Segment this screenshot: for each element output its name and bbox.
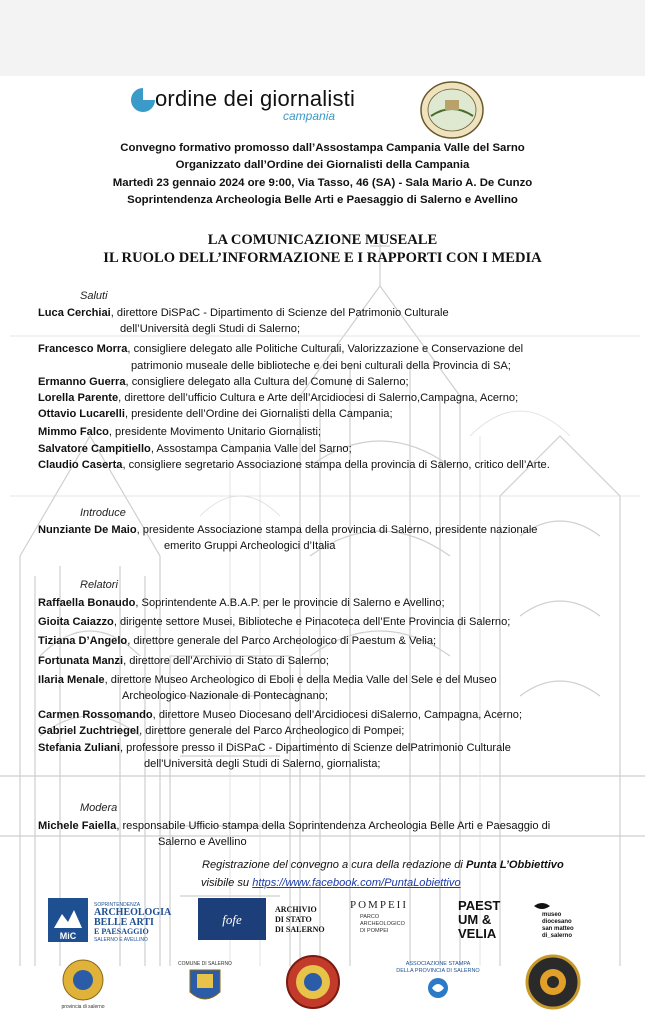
speaker-entry <box>38 305 638 321</box>
speaker-role: , presidente Associazione stampa della provincia di Salerno, presidente nazionale <box>136 524 538 536</box>
speaker-role: , presidente Movimento Unitario Giornalisti; <box>108 426 321 439</box>
svg-text:ARCHEOLOGICO: ARCHEOLOGICO <box>360 921 405 927</box>
speaker-name: Ermanno Guerra <box>38 375 126 388</box>
intro-promoter: Convegno formativo promosso dall’Assostampa Campania Valle del Sarno <box>120 142 525 154</box>
speaker-entry <box>38 614 638 630</box>
svg-text:fofe: fofe <box>222 912 242 927</box>
speaker-role: , Soprintendente A.B.A.P. per le provincie di Salerno e Avellino; <box>135 597 445 609</box>
svg-text:DELLA PROVINCIA DI SALERNO: DELLA PROVINCIA DI SALERNO <box>396 968 480 974</box>
speaker-role-continued: dell’Università degli Studi di Salerno; <box>120 323 301 336</box>
speaker-role: , professore presso il DiSPaC - Dipartimento di Scienze delPatrimonio Culturale <box>119 741 511 754</box>
speaker-entry <box>38 818 638 834</box>
provincia-salerno-logo <box>54 958 112 1012</box>
intro-host: Soprintendenza Archeologia Belle Arti e Paesaggio di Salerno e Avellino <box>127 194 518 207</box>
speaker-entry <box>38 424 638 440</box>
svg-text:DI SALERNO: DI SALERNO <box>275 925 325 934</box>
svg-text:ARCHEOLOGIA: ARCHEOLOGIA <box>94 907 172 918</box>
speaker-entry <box>38 707 638 723</box>
intro-date-place: Martedì 23 gennaio 2024 ore 9:00, Via Tasso, 46 (SA) - Sala Mario A. De Cunzo <box>112 176 533 189</box>
dark-round-logo <box>522 954 584 1010</box>
svg-text:SALERNO E AVELLINO: SALERNO E AVELLINO <box>94 937 148 942</box>
speaker-name: Michele Faiella <box>38 820 117 832</box>
speaker-role: , direttore generale del Parco Archeologico di Paestum & Velia; <box>127 635 437 648</box>
ordine-giornalisti-logo-icon <box>131 88 155 112</box>
svg-text:ASSOCIAZIONE STAMPA: ASSOCIAZIONE STAMPA <box>405 961 471 967</box>
speaker-role: , consigliere delegato alle Politiche Culturali, Valorizzazione e Conservazione del <box>127 343 524 356</box>
speaker-role: , Assostampa Campania Valle del Sarno; <box>150 442 352 455</box>
speaker-name: Mimmo Falco <box>38 426 109 439</box>
svg-text:E PAESAGGIO: E PAESAGGIO <box>94 927 149 936</box>
svg-text:DI POMPEI: DI POMPEI <box>360 928 389 934</box>
speaker-role-continued: patrimonio museale delle biblioteche e dei beni culturali della Provincia di SA; <box>131 359 511 372</box>
speaker-name: Nunziante De Maio <box>38 524 137 536</box>
fondazione-logo <box>198 898 266 940</box>
mic-sabap-logo <box>48 898 188 942</box>
saluti-list <box>38 305 638 473</box>
registration-text: Registrazione del convegno a cura della redazione di <box>202 859 466 871</box>
speaker-entry <box>38 723 638 739</box>
speaker-role: , presidente dell’Ordine dei Giornalisti della Campania; <box>124 408 393 421</box>
svg-text:diocesano: diocesano <box>542 919 572 925</box>
speaker-entry <box>38 441 638 457</box>
speaker-role: , consigliere delegato alla Cultura del Comune di Salerno; <box>125 375 409 388</box>
section-heading-relatori: Relatori <box>80 579 118 591</box>
speaker-entry <box>38 390 638 406</box>
section-heading-introduce: Introduce <box>80 507 126 519</box>
section-heading-saluti: Saluti <box>80 290 108 302</box>
svg-text:POMPEII: POMPEII <box>350 899 409 911</box>
speaker-name: Carmen Rossomando <box>38 709 153 722</box>
speaker-entry <box>38 374 638 390</box>
associazione-stampa-logo <box>386 958 490 1004</box>
museo-diocesano-logo <box>532 896 610 942</box>
speaker-name: Raffaella Bonaudo <box>38 597 136 609</box>
intro-organizer: Organizzato dall’Ordine dei Giornalisti della Campania <box>175 159 470 172</box>
speaker-name: Francesco Morra <box>38 343 128 356</box>
svg-text:MiC: MiC <box>59 931 77 941</box>
speaker-role: , direttore Museo Diocesano dell’Arcidiocesi diSalerno, Campagna, Acerno; <box>152 709 523 722</box>
speaker-role: , dirigente settore Musei, Biblioteche e Pinacoteca dell’Ente Provincia di Salerno; <box>113 616 511 629</box>
event-poster <box>0 76 645 1024</box>
speaker-role: , direttore generale del Parco Archeologico di Pompei; <box>139 725 405 738</box>
speaker-role-continued: Salerno e Avellino <box>158 836 247 849</box>
speaker-name: Gabriel Zuchtriegel <box>38 725 140 738</box>
svg-text:PARCO: PARCO <box>360 914 380 920</box>
svg-text:ARCHIVIO: ARCHIVIO <box>275 905 317 914</box>
paestum-velia-logo <box>456 896 526 942</box>
speaker-role-continued: Archeologico Nazionale di Pontecagnano; <box>122 690 328 703</box>
speaker-entry <box>38 522 638 538</box>
event-intro <box>0 140 645 210</box>
org-region: campania <box>283 109 336 123</box>
speaker-role: , direttore dell’ufficio Cultura e Arte dell’Arcidiocesi di Salerno,Campagna, Acerno; <box>118 392 519 405</box>
assostampa-seal-logo <box>419 80 485 140</box>
speaker-name: Stefania Zuliani <box>38 741 120 754</box>
speaker-name: Salvatore Campitiello <box>38 442 151 455</box>
speaker-name: Ottavio Lucarelli <box>38 408 125 421</box>
svg-text:DI STATO: DI STATO <box>275 915 312 924</box>
speaker-name: Claudio Caserta <box>38 458 123 471</box>
header <box>0 76 645 138</box>
speaker-role: , consigliere segretario Associazione stampa della provincia di Salerno, critico dell’Arte. <box>122 458 550 471</box>
speaker-role: , direttore dell’Archivio di Stato di Salerno; <box>123 654 330 667</box>
speaker-entry <box>38 740 638 756</box>
speaker-entry <box>38 406 638 422</box>
svg-text:provincia di salerno: provincia di salerno <box>61 1004 105 1010</box>
title-line-2: IL RUOLO DELL’INFORMAZIONE E I RAPPORTI CON I MEDIA <box>103 250 542 266</box>
speaker-role: , responsabile Ufficio stampa della Soprintendenza Archeologia Belle Arti e Paesaggio di <box>116 820 551 832</box>
svg-text:museo: museo <box>542 912 562 918</box>
speaker-entry <box>38 633 638 649</box>
relatori-list <box>38 595 638 772</box>
speaker-name: Tiziana D’Angelo <box>38 635 128 648</box>
svg-text:UM &: UM & <box>458 912 492 927</box>
org-name: ordine dei giornalisti <box>155 86 356 111</box>
facebook-link[interactable]: https://www.facebook.com/PuntaLobiettivo <box>252 877 461 889</box>
editorial-name: Punta L’Obbiettivo <box>465 859 564 871</box>
partner-logos <box>0 894 645 1024</box>
speaker-name: Gioita Caiazzo <box>38 616 114 629</box>
pompeii-logo <box>348 896 420 940</box>
title-line-1: LA COMUNICAZIONE MUSEALE <box>207 232 438 248</box>
archivio-stato-logo <box>273 902 345 938</box>
svg-text:PAEST: PAEST <box>458 898 501 913</box>
speaker-role-continued: dell'Università degli Studi di Salerno, giornalista; <box>144 757 381 770</box>
speaker-name: Luca Cerchiai <box>38 307 111 319</box>
speaker-role: , direttore Museo Archeologico di Eboli e della Media Valle del Sele e del Museo <box>104 673 497 686</box>
modera-block <box>38 818 638 850</box>
svg-text:SOPRINTENDENZA: SOPRINTENDENZA <box>94 902 141 908</box>
speaker-entry <box>38 341 638 357</box>
speaker-role: , direttore DiSPaC - Dipartimento di Scienze del Patrimonio Culturale <box>110 307 449 319</box>
svg-text:COMUNE DI SALERNO: COMUNE DI SALERNO <box>178 961 232 967</box>
speaker-entry <box>38 457 638 473</box>
comune-salerno-logo <box>170 958 240 1008</box>
speaker-entry <box>38 595 638 611</box>
speaker-name: Ilaria Menale <box>38 673 105 686</box>
svg-text:di_salerno: di_salerno <box>542 933 573 939</box>
speaker-entry <box>38 672 638 688</box>
speaker-entry <box>38 653 638 669</box>
section-heading-modera: Modera <box>80 802 118 814</box>
round-seal-logo <box>278 954 348 1010</box>
svg-text:VELIA: VELIA <box>458 926 497 941</box>
registration-link-line <box>201 875 461 891</box>
registration-line <box>202 857 564 873</box>
speaker-name: Lorella Parente <box>38 392 119 405</box>
speaker-name: Fortunata Manzi <box>38 654 124 667</box>
svg-text:BELLE ARTI: BELLE ARTI <box>94 917 154 928</box>
introduce-block <box>38 522 638 554</box>
speaker-role-continued: emerito Gruppi Archeologici d’Italia <box>164 540 336 553</box>
registration-visible-text: visibile su <box>201 877 253 889</box>
event-title <box>0 231 645 267</box>
svg-text:san matteo: san matteo <box>542 926 574 932</box>
